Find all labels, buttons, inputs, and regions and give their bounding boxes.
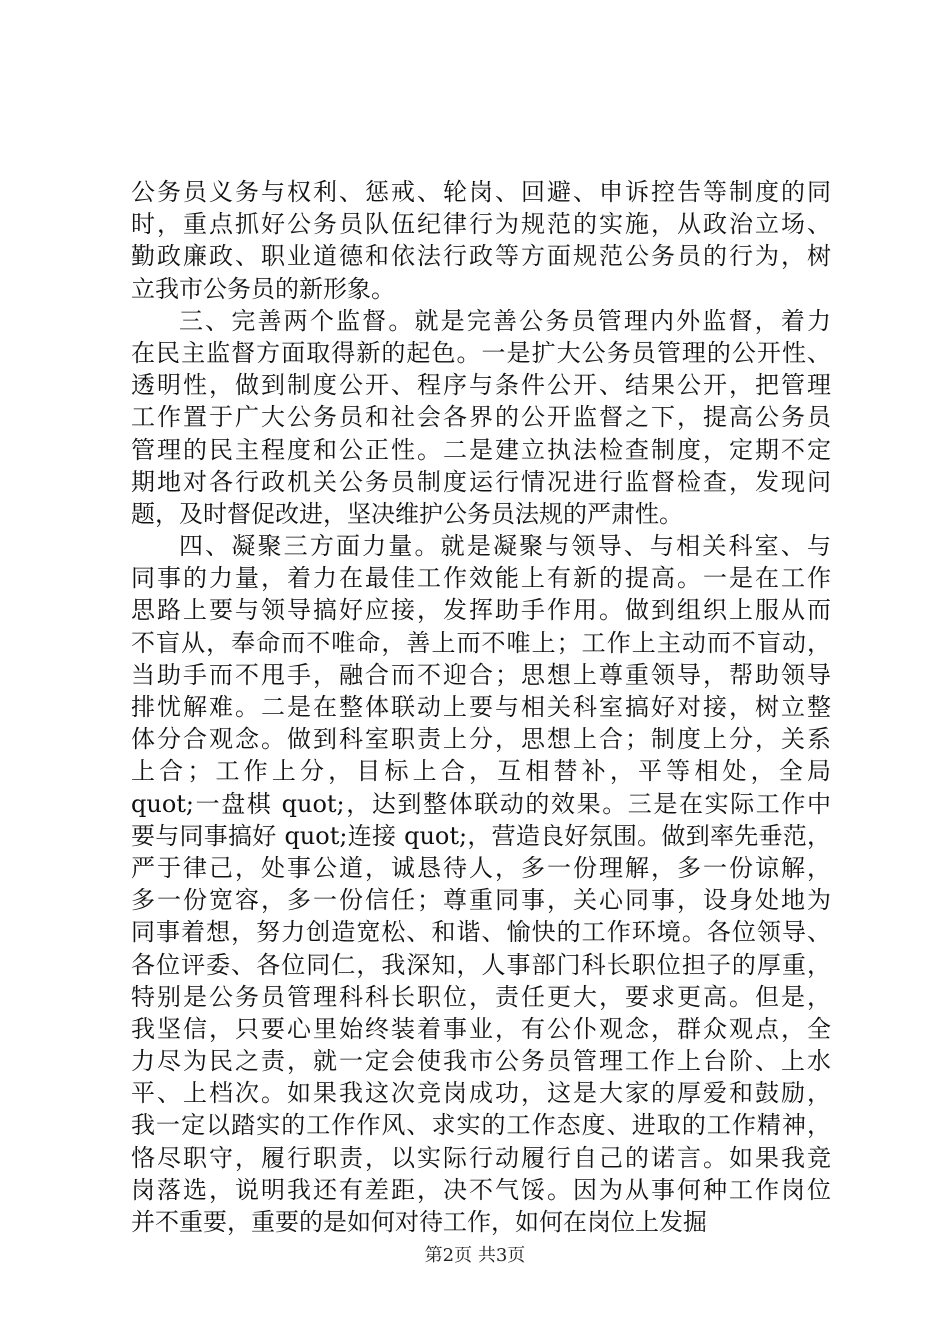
text-line: 三、完善两个监督。就是完善公务员管理内外监督，着力 [179,306,831,335]
text-line: 恪尽职守，履行职责，以实际行动履行自己的诺言。如果我竞 [131,1143,831,1172]
text-line: 在民主监督方面取得新的起色。一是扩大公务员管理的公开性、 [131,338,831,367]
text-line: 期地对各行政机关公务员制度运行情况进行监督检查，发现问 [131,467,831,496]
text-line: 力尽为民之责，就一定会使我市公务员管理工作上台阶、上水 [131,1047,831,1076]
text-line: 上合；工作上分，目标上合，互相替补，平等相处，全局 [131,757,831,786]
text-line: 思路上要与领导搞好应接，发挥助手作用。做到组织上服从而 [131,596,831,625]
text-line: 工作置于广大公务员和社会各界的公开监督之下，提高公务员 [131,403,831,432]
paragraph [131,176,831,305]
text-line: 同事着想，努力创造宽松、和谐、愉快的工作环境。各位领导、 [131,918,831,947]
text-line: 管理的民主程度和公正性。二是建立执法检查制度，定期不定 [131,435,831,464]
text-line: 我坚信，只要心里始终装着事业，有公仆观念，群众观点，全 [131,1014,831,1043]
text-line: 多一份宽容，多一份信任；尊重同事，关心同事，设身处地为 [131,886,831,915]
text-line: 排忧解难。二是在整体联动上要与相关科室搞好对接，树立整 [131,693,831,721]
document-body [131,176,831,1238]
text-line: 并不重要，重要的是如何对待工作，如何在岗位上发掘 [131,1208,707,1236]
text-line: 要与同事搞好 quot;连接 quot;，营造良好氛围。做到率先垂范， [131,821,831,850]
text-line: quot;一盘棋 quot;，达到整体联动的效果。三是在实际工作中 [131,789,831,818]
text-line: 岗落选，说明我还有差距，决不气馁。因为从事何种工作岗位 [131,1175,831,1204]
text-line: 同事的力量，着力在最佳工作效能上有新的提高。一是在工作 [131,564,831,593]
text-line: 题，及时督促改进，坚决维护公务员法规的严肃性。 [131,499,683,528]
text-line: 当助手而不甩手，融合而不迎合；思想上尊重领导，帮助领导 [131,660,831,689]
page-number-footer: 第2页 共3页 [424,1245,526,1266]
paragraph [131,530,831,1238]
text-line: 时，重点抓好公务员队伍纪律行为规范的实施，从政治立场、 [131,210,831,239]
text-line: 平、上档次。如果我这次竞岗成功，这是大家的厚爱和鼓励， [131,1079,831,1108]
text-line: 立我市公务员的新形象。 [131,274,395,303]
text-line: 公务员义务与权利、惩戒、轮岗、回避、申诉控告等制度的同 [131,178,831,206]
text-line: 透明性，做到制度公开、程序与条件公开、结果公开，把管理 [131,371,831,400]
text-line: 我一定以踏实的工作作风、求实的工作态度、进取的工作精神， [131,1111,831,1140]
text-line: 四、凝聚三方面力量。就是凝聚与领导、与相关科室、与 [179,532,831,561]
text-line: 特别是公务员管理科科长职位，责任更大，要求更高。但是， [131,982,831,1011]
text-line: 勤政廉政、职业道德和依法行政等方面规范公务员的行为，树 [131,242,831,271]
text-line: 各位评委、各位同仁，我深知，人事部门科长职位担子的厚重， [131,950,831,979]
paragraph [131,305,831,530]
text-line: 体分合观念。做到科室职责上分，思想上合；制度上分，关系 [131,725,831,754]
text-line: 不盲从，奉命而不唯命，善上而不唯上；工作上主动而不盲动， [131,628,831,657]
text-line: 严于律己，处事公道，诚恳待人，多一份理解，多一份谅解， [131,853,831,882]
